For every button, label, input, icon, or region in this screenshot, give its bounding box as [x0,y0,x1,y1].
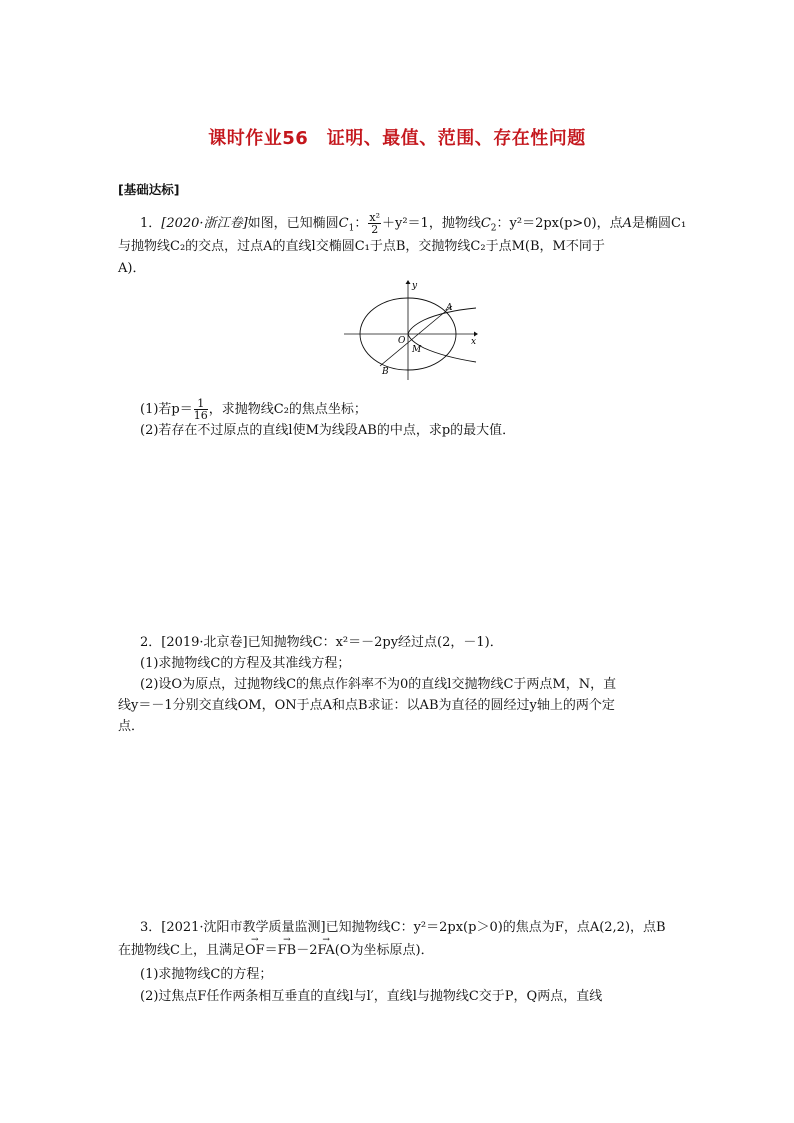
label-o: O [398,336,406,346]
label-x: x [471,337,477,347]
problem-1-question-1: (1)若p＝ $\frac{1}{16}$ ，求抛物线C₂的焦点坐标； [140,397,367,422]
problem-2-question-2-line-1: (2)设O为原点，过抛物线C的焦点作斜率不为0的直线l交抛物线C于两点M，N，直 [140,677,617,692]
problem-1-number: 1． [140,216,162,231]
label-b: B [382,367,389,377]
p-fraction: $\frac{1}{16}$ [193,397,208,422]
label-a: A [446,303,453,313]
line-l [380,306,452,366]
ellipse-parabola-figure [340,278,480,384]
label-y: y [412,281,418,291]
label-m: M [412,345,422,355]
vector-of: → OF [245,941,265,961]
ellipse-fraction: $\frac{\text{x²}}{2}$ [369,211,380,236]
problem-2-question-2-line-3: 点． [118,719,145,734]
y-axis-arrow [406,280,411,284]
problem-2-question-1: (1)求抛物线C的方程及其准线方程； [140,656,351,671]
problem-1-line-2: 与抛物线C₂的交点，过点A的直线l交椭圆C₁于点B，交抛物线C₂于点M(B，M不同于 [118,239,605,254]
problem-1-source: [2020·浙江卷] [161,216,248,231]
problem-1-line-1: 1．[2020·浙江卷]如图，已知椭圆$C_1$： $\frac{\text{x²}}{2}$ ＋y²＝1，抛物线$C_2$：y²＝2px(p>0)，点A是椭圆C₁ [140,211,687,236]
section-heading: [基础达标] [118,182,180,197]
problem-2-question-2-line-2: 线y＝－1分别交直线OM，ON于点A和点B求证：以AB为直径的圆经过y轴上的两个定 [118,698,615,713]
problem-3-line-2: 在抛物线C上，且满足→ OF＝→ FB－2→ FA(O为坐标原点)． [118,941,682,961]
problem-2-line-1: 2．[2019·北京卷]已知抛物线C：x²＝－2py经过点(2，－1)． [140,635,503,650]
vector-fa: → FA [318,941,335,961]
problem-1-line-3: A)． [118,261,146,276]
problem-3-question-2: (2)过焦点F任作两条相互垂直的直线l与l′，直线l与抛物线C交于P，Q两点，直线 [140,989,603,1004]
x-axis-arrow [474,332,478,337]
page-title: 课时作业56 证明、最值、范围、存在性问题 [208,128,586,149]
problem-3-question-1: (1)求抛物线C的方程； [140,967,273,982]
problem-3-line-1: 3．[2021·沈阳市教学质量监测]已知抛物线C：y²＝2px(p＞0)的焦点为F，点A(2,2)，点B [140,920,666,935]
vector-fb: → FB [278,941,297,961]
problem-1-question-2: (2)若存在不过原点的直线l使M为线段AB的中点，求p的最大值． [140,423,516,438]
